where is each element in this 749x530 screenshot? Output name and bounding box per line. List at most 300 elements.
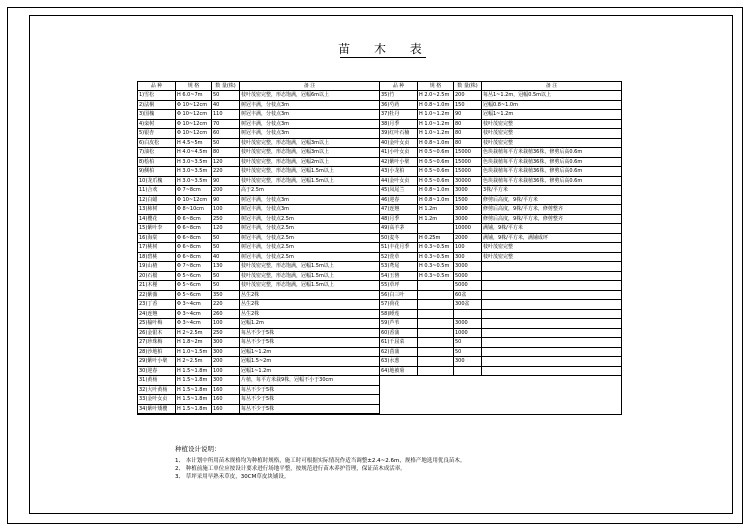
table-row [380,167,621,177]
cell-remark: 枝叶茂密完整，形态饱满，冠幅3m以上 [241,149,330,155]
cell-name: 47)连翘 [380,205,418,214]
cell-name: 39)红叶石楠 [380,129,418,138]
cell-qty: 100 [454,243,482,252]
cell-remark: 树冠丰满，分枝点2.5m [241,234,294,241]
cell-name: 58)睡莲 [380,310,418,319]
cell-qty: 220 [212,300,240,309]
cell-spec: H 1.0~1.5m [176,348,212,357]
cell-name: 33)金叶女贞 [138,395,176,404]
table-row [380,319,621,329]
cell-spec: H 1.5~1.8m [176,395,212,404]
note-line: 1、 本计划中所用苗木规格均为种植时规格，施工时可根据实际情况作适当调整±2.4~2.6m，规格产地选用优良苗木。 [175,458,466,464]
cell-name: 51)丰花月季 [380,243,418,252]
table-row [380,357,621,367]
table-row [380,367,621,377]
table-row [380,101,621,111]
cell-remark: 冠幅0.8~1.0m [483,101,518,108]
table-row [138,348,379,358]
table-row [138,110,379,120]
cell-qty: 50 [212,281,240,290]
cell-name: 45)凤尾兰 [380,186,418,195]
cell-name: 21)木槿 [138,281,176,290]
cell-name: 6)白皮松 [138,139,176,148]
cell-qty: 70 [212,120,240,129]
table-row [138,395,379,405]
cell-name: 13)柿树 [138,205,176,214]
table-row [138,167,379,177]
cell-qty: 300盆 [454,300,482,309]
cell-spec: H 2.0~2.5m [418,91,454,100]
table-row [138,215,379,225]
table-row [138,234,379,244]
cell-remark [482,348,621,357]
cell-name: 64)地被菊 [380,367,418,376]
cell-qty: 3000 [454,319,482,328]
cell-remark: 树冠丰满，分枝点2.5m [241,244,294,250]
cell-qty: 50 [212,272,240,281]
cell-remark: 丛生2株 [241,291,260,298]
cell-qty: 40 [212,253,240,262]
table-row [380,253,621,263]
cell-name: 42)紫叶小檗 [380,158,418,167]
cell-spec: Φ 7~8cm [176,262,212,271]
cell-name: 59)芦苇 [380,319,418,328]
cell-spec: H 2~2.5m [176,357,212,366]
cell-spec: H 0.3~0.5m [418,262,454,271]
cell-name: 7)油松 [138,148,176,157]
cell-remark: 树冠丰满，分枝点3m [241,196,290,203]
cell-qty: 260 [212,310,240,319]
cell-spec: H 3.0~3.5m [176,167,212,176]
cell-name: 10)龙爪槐 [138,177,176,186]
cell-spec: H 0.3~0.5m [418,243,454,252]
cell-remark: 3株/平方米 [483,187,508,193]
table-row [380,158,621,168]
cell-spec: H 1.2m [418,215,454,224]
cell-name: 57)荷花 [380,300,418,309]
cell-spec: Φ 10~12cm [176,120,212,129]
cell-qty: 5000 [454,272,482,281]
header-cell: 规 格 [176,82,212,90]
cell-spec: H 1.5~1.8m [176,386,212,395]
cell-qty: 80 [454,139,482,148]
cell-qty: 30000 [454,177,482,186]
cell-spec: H 0.5~0.6m [418,177,454,186]
cell-spec [418,329,454,338]
cell-qty: 160 [212,386,240,395]
cell-qty: 200 [212,186,240,195]
cell-remark: 满铺，9株/平方米，满铺成坪 [483,234,548,241]
cell-qty: 10000 [454,224,482,233]
table-row [138,338,379,348]
cell-spec: H 3.0~3.5m [176,177,212,186]
notes-title: 种植设计说明： [175,445,221,453]
cell-spec: Φ 8~10cm [176,205,212,214]
page-title: 苗 木 表 [338,42,432,56]
cell-remark: 树冠丰满，分枝点3m [241,206,290,212]
cell-name: 8)桧柏 [138,158,176,167]
cell-name: 53)鸢尾 [380,262,418,271]
cell-remark: 冠幅1.2m [241,320,264,326]
cell-remark: 色块栽植每平方米栽植36株，修剪后高0.6m [483,177,583,184]
cell-qty: 15000 [454,167,482,176]
cell-remark: 枝叶茂密完整，形态饱满，冠幅1.5m以上 [241,168,334,174]
cell-spec: H 0.8~1.0m [418,139,454,148]
cell-spec: H 0.25m [418,234,454,243]
cell-qty: 1000 [454,329,482,338]
cell-remark: 每丛不少于5株 [241,396,275,402]
header-cell: 数 量(株) [454,82,482,90]
cell-name: 20)石榴 [138,272,176,281]
table-row [138,91,379,101]
cell-spec: H 4.0~4.5m [176,148,212,157]
table-row [380,243,621,253]
cell-spec: Φ 6~8cm [176,224,212,233]
cell-name: 61)千屈菜 [380,338,418,347]
cell-name: 36)芍药 [380,101,418,110]
cell-name: 5)银杏 [138,129,176,138]
cell-name: 50)麦冬 [380,234,418,243]
cell-remark [482,272,621,281]
cell-qty: 80 [454,120,482,129]
table-row [138,139,379,149]
cell-remark: 冠幅1~1.2m [241,348,272,355]
cell-name: 35)竹 [380,91,418,100]
cell-qty: 50 [454,338,482,347]
cell-name: 49)高羊茅 [380,224,418,233]
cell-qty: 220 [212,167,240,176]
cell-qty: 100 [212,319,240,328]
header-cell: 数 量(株) [212,82,240,90]
cell-name: 29)紫叶小檗 [138,357,176,366]
table-row [380,148,621,158]
cell-remark: 枝叶茂密完整 [483,120,514,127]
table-row [380,300,621,310]
table-row [138,310,379,320]
cell-spec [418,310,454,319]
cell-name: 1)雪松 [138,91,176,100]
cell-remark: 每丛1~1.2m，冠幅0.5m以上 [483,92,552,98]
cell-spec: Φ 3~4cm [176,310,212,319]
cell-remark: 树冠丰满，分枝点2.5m [241,215,294,222]
table-row [138,376,379,386]
cell-name: 32)大叶黄杨 [138,386,176,395]
table-row [138,148,379,158]
cell-remark: 枝叶茂密完整，形态饱满，冠幅1.5m以上 [241,177,334,184]
cell-name: 28)沙地柏 [138,348,176,357]
cell-remark: 满铺，9株/平方米 [483,225,523,231]
note-line: 2、 种植前施工单位应按设计要求进行场地平整，按规范进行苗木养护管理，保证苗木成活率。 [175,466,406,472]
table-row [138,205,379,215]
cell-spec: H 4.5~5m [176,139,212,148]
header-cell: 备 注 [545,83,558,89]
cell-name: 27)珍珠梅 [138,338,176,347]
cell-qty: 150 [454,101,482,110]
cell-qty: 50 [212,234,240,243]
table-row [138,253,379,263]
cell-spec: H 0.3~0.5m [418,253,454,262]
cell-qty: 300 [212,338,240,347]
cell-qty: 300 [212,348,240,357]
table-row [380,310,621,320]
cell-qty: 60盆 [454,291,482,300]
cell-qty: 120 [212,158,240,167]
cell-qty: 250 [212,215,240,224]
cell-remark [482,300,621,309]
table-row [380,329,621,339]
cell-spec [418,367,454,376]
cell-qty: 5000 [454,281,482,290]
cell-name: 19)山楂 [138,262,176,271]
cell-name: 41)小叶女贞 [380,148,418,157]
cell-spec: Φ 10~12cm [176,129,212,138]
cell-qty: 200 [212,357,240,366]
cell-spec [418,338,454,347]
cell-spec [418,281,454,290]
table-row [138,300,379,310]
cell-name: 23)丁香 [138,300,176,309]
cell-spec [418,291,454,300]
cell-remark: 树冠丰满，分枝点3m [241,120,290,127]
table-row [380,205,621,215]
cell-spec: Φ 3~4cm [176,300,212,309]
cell-spec [418,224,454,233]
cell-spec: H 0.8~1.0m [418,186,454,195]
table-row [138,120,379,130]
cell-name: 48)月季 [380,215,418,224]
cell-name: 17)桃树 [138,243,176,252]
header-cell: 品 种 [138,82,176,90]
cell-spec: Φ 10~12cm [176,196,212,205]
cell-remark: 树冠丰满，分枝点3m [241,130,290,136]
cell-qty [454,310,482,319]
cell-remark [482,329,621,338]
cell-qty: 200 [454,91,482,100]
cell-spec: Φ 5~6cm [176,281,212,290]
cell-name: 22)紫薇 [138,291,176,300]
cell-remark: 色块栽植每平方米栽植36株，修剪后高0.6m [483,158,583,165]
cell-qty: 90 [454,110,482,119]
table-row [380,281,621,291]
cell-remark: 树冠丰满，分枝点2.5m [241,253,294,260]
cell-name: 44)金叶女贞 [380,177,418,186]
cell-name: 60)香蒲 [380,329,418,338]
cell-spec: H 1.5~1.8m [176,405,212,414]
cell-spec: H 0.5~0.6m [418,167,454,176]
table-row [138,224,379,234]
table-row [380,129,621,139]
cell-qty: 15000 [454,158,482,167]
cell-name: 18)碧桃 [138,253,176,262]
cell-spec: Φ 6~8cm [176,215,212,224]
cell-spec [418,348,454,357]
cell-name: 54)玉簪 [380,272,418,281]
cell-name: 52)萱草 [380,253,418,262]
cell-name: 62)菖蒲 [380,348,418,357]
cell-remark: 枝叶茂密完整，形态饱满，冠幅1.5m以上 [241,272,334,279]
cell-name: 15)紫叶李 [138,224,176,233]
plant-table-left [138,82,380,414]
cell-spec: Φ 3~4cm [176,319,212,328]
cell-spec: Φ 5~6cm [176,291,212,300]
table-row [380,338,621,348]
table-row [138,357,379,367]
note-line: 3、 草坪采用早熟禾草皮，30CM草皮块铺设。 [175,474,290,480]
table-row [138,281,379,291]
cell-remark [482,291,621,300]
cell-spec: Φ 10~12cm [176,101,212,110]
cell-qty: 3000 [454,262,482,271]
cell-remark: 树冠丰满，分枝点3m [241,111,290,117]
cell-remark: 枝叶茂密完整，形态饱满，冠幅1.5m以上 [241,263,334,269]
cell-remark: 冠幅1~1.2m [241,367,272,374]
cell-remark: 枝叶茂密完整 [483,244,514,250]
cell-name: 4)栾树 [138,120,176,129]
cell-spec: H 1.5~1.8m [176,376,212,385]
cell-remark: 片植，每平方米栽9株，冠幅不小于30cm [241,377,334,383]
table-row [380,348,621,358]
cell-qty: 120 [212,224,240,233]
cell-qty: 3000 [454,205,482,214]
table-row [380,177,621,187]
cell-name: 12)白蜡 [138,196,176,205]
cell-qty [454,367,482,376]
cell-spec: H 0.5~0.6m [418,158,454,167]
plant-table-right [380,82,621,376]
table-row [380,272,621,282]
cell-remark: 枝叶茂密完整，形态饱满，冠幅1.5m以上 [241,282,334,288]
cell-spec: H 0.8~1.0m [418,196,454,205]
cell-name: 30)迎春 [138,367,176,376]
cell-qty: 3000 [454,186,482,195]
cell-name: 55)草坪 [380,281,418,290]
cell-name: 11)合欢 [138,186,176,195]
cell-spec: H 0.8~1.0m [418,101,454,110]
cell-qty: 110 [212,110,240,119]
table-row [380,110,621,120]
cell-qty: 3000 [454,215,482,224]
table-row [380,186,621,196]
cell-spec: Φ 10~12cm [176,110,212,119]
cell-remark: 高于2.5m [241,187,264,193]
cell-name: 24)连翘 [138,310,176,319]
cell-spec: Φ 6~8cm [176,253,212,262]
cell-remark [482,262,621,271]
cell-qty: 80 [454,129,482,138]
cell-remark: 每丛不少于5株 [241,405,275,412]
cell-qty: 80 [212,148,240,157]
header-cell: 品 种 [380,82,418,90]
cell-remark [482,357,621,366]
cell-qty: 50 [212,139,240,148]
cell-remark: 色块栽植每平方米栽植36株，修剪后高0.6m [483,149,583,155]
cell-name: 3)国槐 [138,110,176,119]
table-row [138,186,379,196]
cell-qty: 350 [212,291,240,300]
table-row [138,129,379,139]
cell-remark: 丛生2株 [241,310,260,317]
cell-remark: 修剪后高度，9株/平方米，修剪整齐 [483,215,563,222]
table-row [138,319,379,329]
cell-remark: 修剪后高度，9株/平方米，修剪整齐 [483,206,563,212]
title-underline [340,57,426,58]
header-cell: 规 格 [418,82,454,90]
cell-remark: 丛生2株 [241,301,260,307]
cell-spec: H 1.8~2m [176,338,212,347]
cell-remark [482,310,621,319]
cell-qty: 100 [212,367,240,376]
header-cell: 备 注 [303,83,316,89]
cell-qty: 50 [212,243,240,252]
table-row [380,291,621,301]
cell-qty: 2000 [454,234,482,243]
cell-remark: 枝叶茂密完整，形态饱满，冠幅3m以上 [241,139,330,146]
cell-qty: 15000 [454,148,482,157]
cell-remark: 枝叶茂密完整 [483,253,514,260]
cell-name: 43)小龙柏 [380,167,418,176]
cell-name: 25)榆叶梅 [138,319,176,328]
cell-name: 31)黄杨 [138,376,176,385]
cell-remark: 修剪后高度，9株/平方米 [483,196,538,203]
cell-qty: 160 [212,395,240,404]
table-row [138,243,379,253]
cell-remark [482,367,621,376]
cell-name: 34)紫叶矮樱 [138,405,176,414]
table-header-row [380,82,621,91]
cell-spec [418,357,454,366]
cell-name: 2)法桐 [138,101,176,110]
cell-qty: 50 [212,91,240,100]
table-row [138,158,379,168]
cell-spec: Φ 6~8cm [176,234,212,243]
cell-remark [482,338,621,347]
cell-remark: 色块栽植每平方米栽植36株，修剪后高0.6m [483,168,583,174]
cell-spec: Φ 7~8cm [176,186,212,195]
cell-remark: 枝叶茂密完整 [483,130,514,136]
cell-remark: 枝叶茂密完整，形态饱满，冠幅2m以上 [241,158,330,165]
cell-spec: Φ 5~6cm [176,272,212,281]
table-row [380,139,621,149]
cell-name: 26)金银木 [138,329,176,338]
table-row [138,405,379,415]
cell-qty: 40 [212,101,240,110]
cell-spec: H 0.5~0.6m [418,148,454,157]
cell-name: 14)樱花 [138,215,176,224]
cell-name: 63)水葱 [380,357,418,366]
cell-remark: 枝叶茂密完整 [483,139,514,146]
cell-name: 46)迎春 [380,196,418,205]
cell-spec [418,319,454,328]
table-row [138,367,379,377]
cell-remark: 冠幅1~1.2m [483,111,514,117]
cell-remark: 枝叶茂密完整，形态饱满，冠幅6m以上 [241,92,330,98]
cell-spec [418,300,454,309]
cell-spec: H 0.3~0.5m [418,272,454,281]
cell-remark: 每丛不少于5株 [241,329,275,336]
cell-qty: 90 [212,196,240,205]
cell-remark: 冠幅1.5~2m [241,358,272,364]
cell-qty: 130 [212,262,240,271]
cell-spec: H 1.5~1.8m [176,367,212,376]
table-row [138,101,379,111]
cell-spec: H 1.0~1.2m [418,110,454,119]
cell-name: 9)侧柏 [138,167,176,176]
table-row [380,215,621,225]
table-row [138,196,379,206]
table-header-row [138,82,379,91]
table-row [138,272,379,282]
cell-qty: 300 [212,376,240,385]
